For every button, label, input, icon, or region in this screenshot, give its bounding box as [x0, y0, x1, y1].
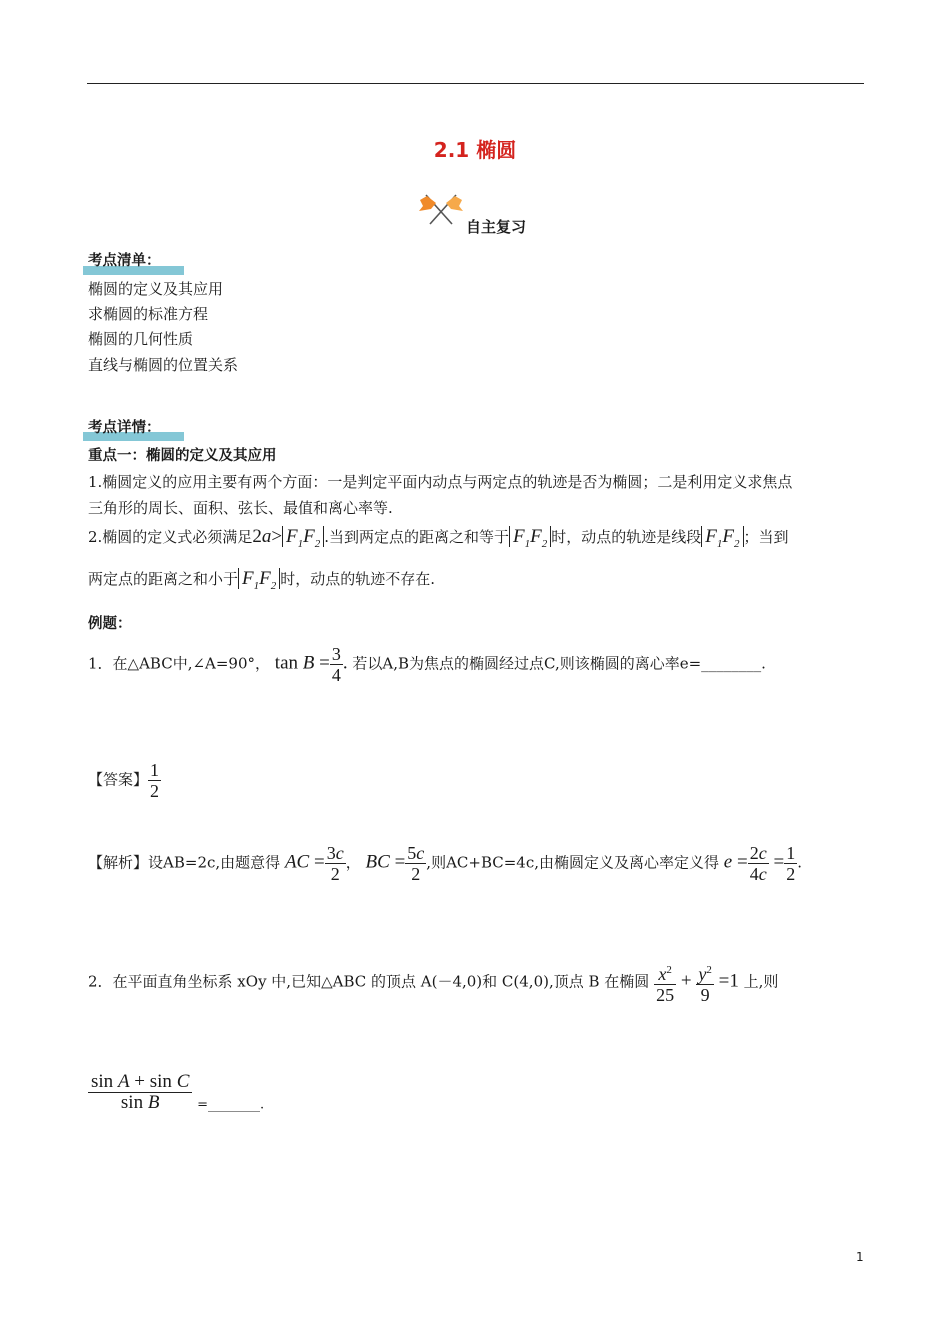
- paragraph-2-line-1: 2.椭圆的定义式必须满足$2a> F_1F_2$ .当到两定点的距离之和等于 $F_1F_2$ 时，动点的轨迹是线段 $F_1F_2$ ；当到: [88, 526, 789, 550]
- question-2: 2．在平面直角坐标系 xOy 中,已知△ABC 的顶点 A(－4,0)和 C(4,0),顶点 B 在椭圆 $\frac{x^2}{25}$ + $\frac{y^2}{9}$ =1 上,则: [88, 960, 778, 1005]
- formula-f1f2: $F_1F_2$: [238, 568, 280, 589]
- section-label: 自主复习: [466, 218, 527, 236]
- formula-f1f2: $F_1F_2$: [701, 526, 743, 547]
- checklist-item: 求椭圆的标准方程: [88, 305, 209, 323]
- fraction: $\frac{y^2}{9}$: [696, 960, 714, 1005]
- checklist-item: 椭圆的定义及其应用: [88, 280, 224, 298]
- checklist-heading: 考点清单：: [88, 253, 161, 269]
- key-point-heading: 重点一：椭圆的定义及其应用: [88, 448, 277, 464]
- formula-f1f2: $F_1F_2$: [509, 526, 551, 547]
- question-2-expression: $\frac{\text{sin A + sin C}}{\text{sin B}}$ =________.: [88, 1072, 264, 1113]
- checklist-item: 直线与椭圆的位置关系: [88, 356, 239, 374]
- solution-1: 【解析】设AB=2c,由题意得 AC = $\frac{3c}{2}$ ， BC = $\frac{5c}{2}$ ,则AC+BC=4c,由椭圆定义及离心率定义得 e = $\frac{2c}{4c}$ = $\frac{1}{2}$ .: [88, 843, 803, 884]
- examples-heading: 例题：: [88, 616, 132, 632]
- fraction: $\frac{5c}{2}$: [407, 843, 425, 884]
- answer-1: 【答案】 $\frac{1}{2}$: [88, 760, 160, 801]
- fraction: $\frac{3c}{2}$: [326, 843, 344, 884]
- sine-ratio-fraction: $\frac{\text{sin A + sin C}}{\text{sin B}}$: [88, 1072, 192, 1113]
- formula-tan-b: tan B =: [274, 652, 330, 674]
- formula-f1f2: $F_1F_2$: [282, 526, 324, 547]
- paragraph-2-line-2: 两定点的距离之和小于 $F_1F_2$ 时，动点的轨迹不存在.: [88, 568, 436, 592]
- page-number: 1: [856, 1250, 864, 1264]
- header-rule: [87, 83, 864, 84]
- fraction: $\frac{1}{2}$: [786, 843, 796, 884]
- fraction: $\frac{2c}{4c}$: [749, 843, 767, 884]
- details-heading: 考点详情：: [88, 420, 161, 436]
- fraction: $\frac{3}{4}$: [331, 644, 341, 685]
- answer-fraction: $\frac{1}{2}$: [150, 760, 160, 801]
- question-1: 1．在△ABC中,∠A=90°， tan B = $\frac{3}{4}$ . 若以A,B为焦点的椭圆经过点C,则该椭圆的离心率e=________.: [88, 644, 766, 685]
- fraction: $\frac{x^2}{25}$: [654, 960, 676, 1005]
- paragraph-1-line-2: 三角形的周长、面积、弦长、最值和离心率等.: [88, 499, 393, 517]
- paragraph-1-line-1: 1.椭圆定义的应用主要有两个方面：一是判定平面内动点与两定点的轨迹是否为椭圆；二是利用定义求焦点: [88, 473, 793, 491]
- crossed-flags-icon: [418, 191, 464, 227]
- page-title: 2.1 椭圆: [433, 138, 517, 162]
- checklist-item: 椭圆的几何性质: [88, 330, 194, 348]
